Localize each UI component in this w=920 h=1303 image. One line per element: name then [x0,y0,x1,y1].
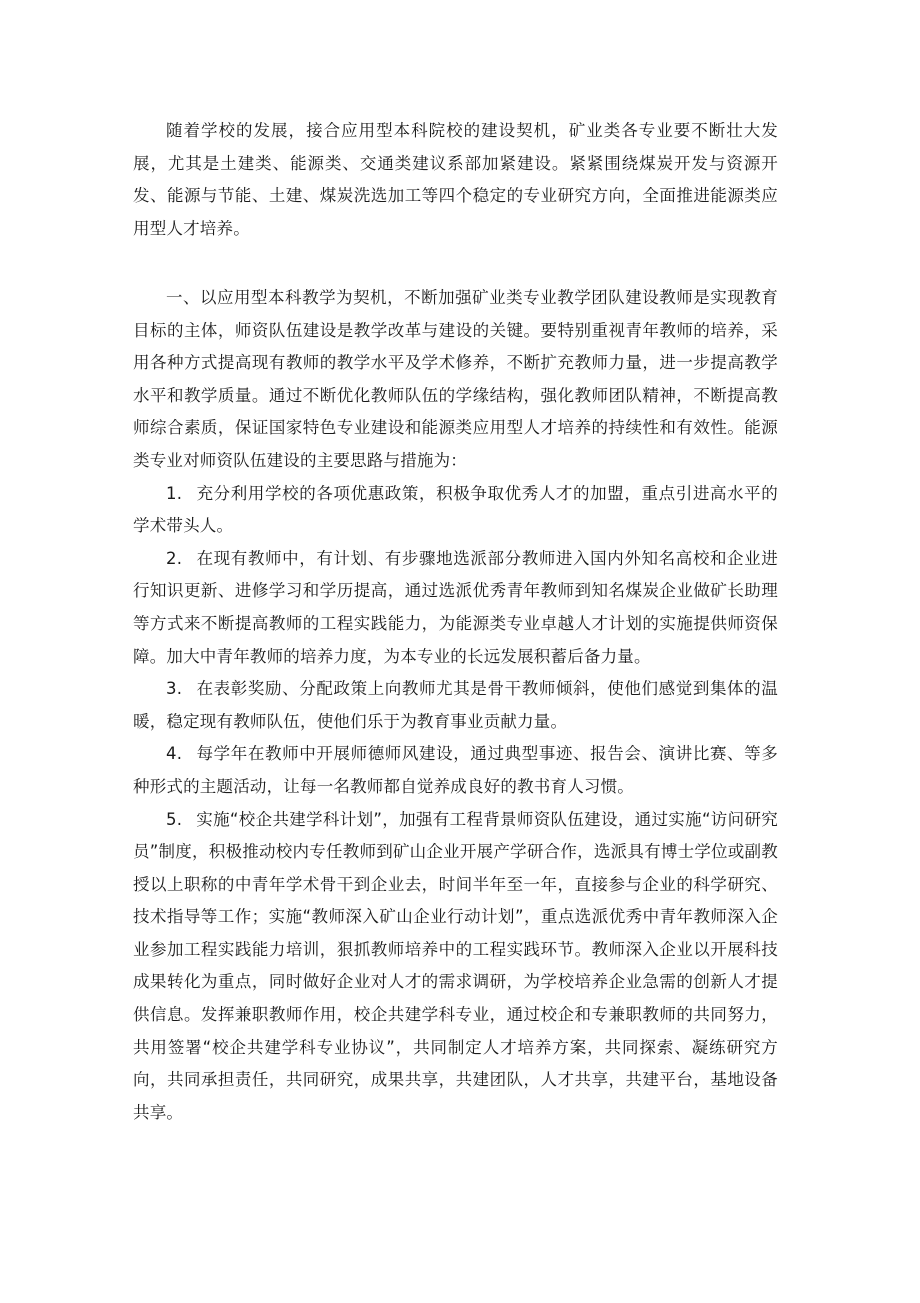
list-item-text: 在现有教师中，有计划、有步骤地选派部分教师进入国内外知名高校和企业进行知识更新、进修学习和学历提高，通过选派优秀青年教师到知名煤炭企业做矿长助理等方式来不断提高教师的工程实践能力，为能源类专业卓越人才计划的实施提供师资保障。加大中青年教师的培养力度，为本专业的长远发展积蓄后备力量。 [133,548,778,666]
list-item [133,804,778,1130]
list-item-number: 2. [166,548,183,568]
list-item-number: 5. [166,809,183,829]
list-item [133,738,778,803]
intro-paragraph: 随着学校的发展，接合应用型本科院校的建设契机，矿业类各专业要不断壮大发展，尤其是土建类、能源类、交通类建议系部加紧建设。紧紧围绕煤炭开发与资源开发、能源与节能、土建、煤炭洗选加工等四个稳定的专业研究方向，全面推进能源类应用型人才培养。 [133,121,778,238]
list-item-number: 4. [166,744,183,764]
teaching-team-section [133,282,778,1129]
list-item [133,478,778,543]
list-item [133,543,778,673]
intro-section [133,115,778,245]
list-item [133,673,778,738]
list-item-text: 每学年在教师中开展师德师风建设，通过典型事迹、报告会、演讲比赛、等多种形式的主题活动，让每一名教师都自觉养成良好的教书育人习惯。 [133,744,778,796]
section-paragraph: 一、以应用型本科教学为契机，不断加强矿业类专业教学团队建设教师是实现教育目标的主体，师资队伍建设是教学改革与建设的关键。要特别重视青年教师的培养，采用各种方式提高现有教师的教学水平及学术修养，不断扩充教师力量，进一步提高教学水平和教学质量。通过不断优化教师队伍的学缘结构，强化教师团队精神，不断提高教师综合素质，保证国家特色专业建设和能源类应用型人才培养的持续性和有效性。能源类专业对师资队伍建设的主要思路与措施为： [133,288,778,470]
list-item-number: 1. [166,483,183,503]
list-item-text: 实施“校企共建学科计划”，加强有工程背景师资队伍建设，通过实施“访问研究员”制度，积极推动校内专任教师到矿山企业开展产学研合作，选派具有博士学位或副教授以上职称的中青年学术骨干到企业去，时间半年至一年，直接参与企业的科学研究、技术指导等工作；实施“教师深入矿山企业行动计划”，重点选派优秀中青年教师深入企业参加工程实践能力培训，狠抓教师培养中的工程实践环节。教师深入企业以开展科技成果转化为重点，同时做好企业对人才的需求调研，为学校培养企业急需的创新人才提供信息。发挥兼职教师作用，校企共建学科专业，通过校企和专兼职教师的共同努力，共用签署“校企共建学科专业协议”，共同制定人才培养方案，共同探索、凝练研究方向，共同承担责任，共同研究，成果共享，共建团队，人才共享，共建平台，基地设备共享。 [133,809,778,1122]
list-item-text: 在表彰奖励、分配政策上向教师尤其是骨干教师倾斜，使他们感觉到集体的温暖，稳定现有教师队伍，使他们乐于为教育事业贡献力量。 [133,679,778,731]
list-item-text: 充分利用学校的各项优惠政策，积极争取优秀人才的加盟，重点引进高水平的学术带头人。 [133,483,778,536]
list-item-number: 3. [166,679,183,699]
